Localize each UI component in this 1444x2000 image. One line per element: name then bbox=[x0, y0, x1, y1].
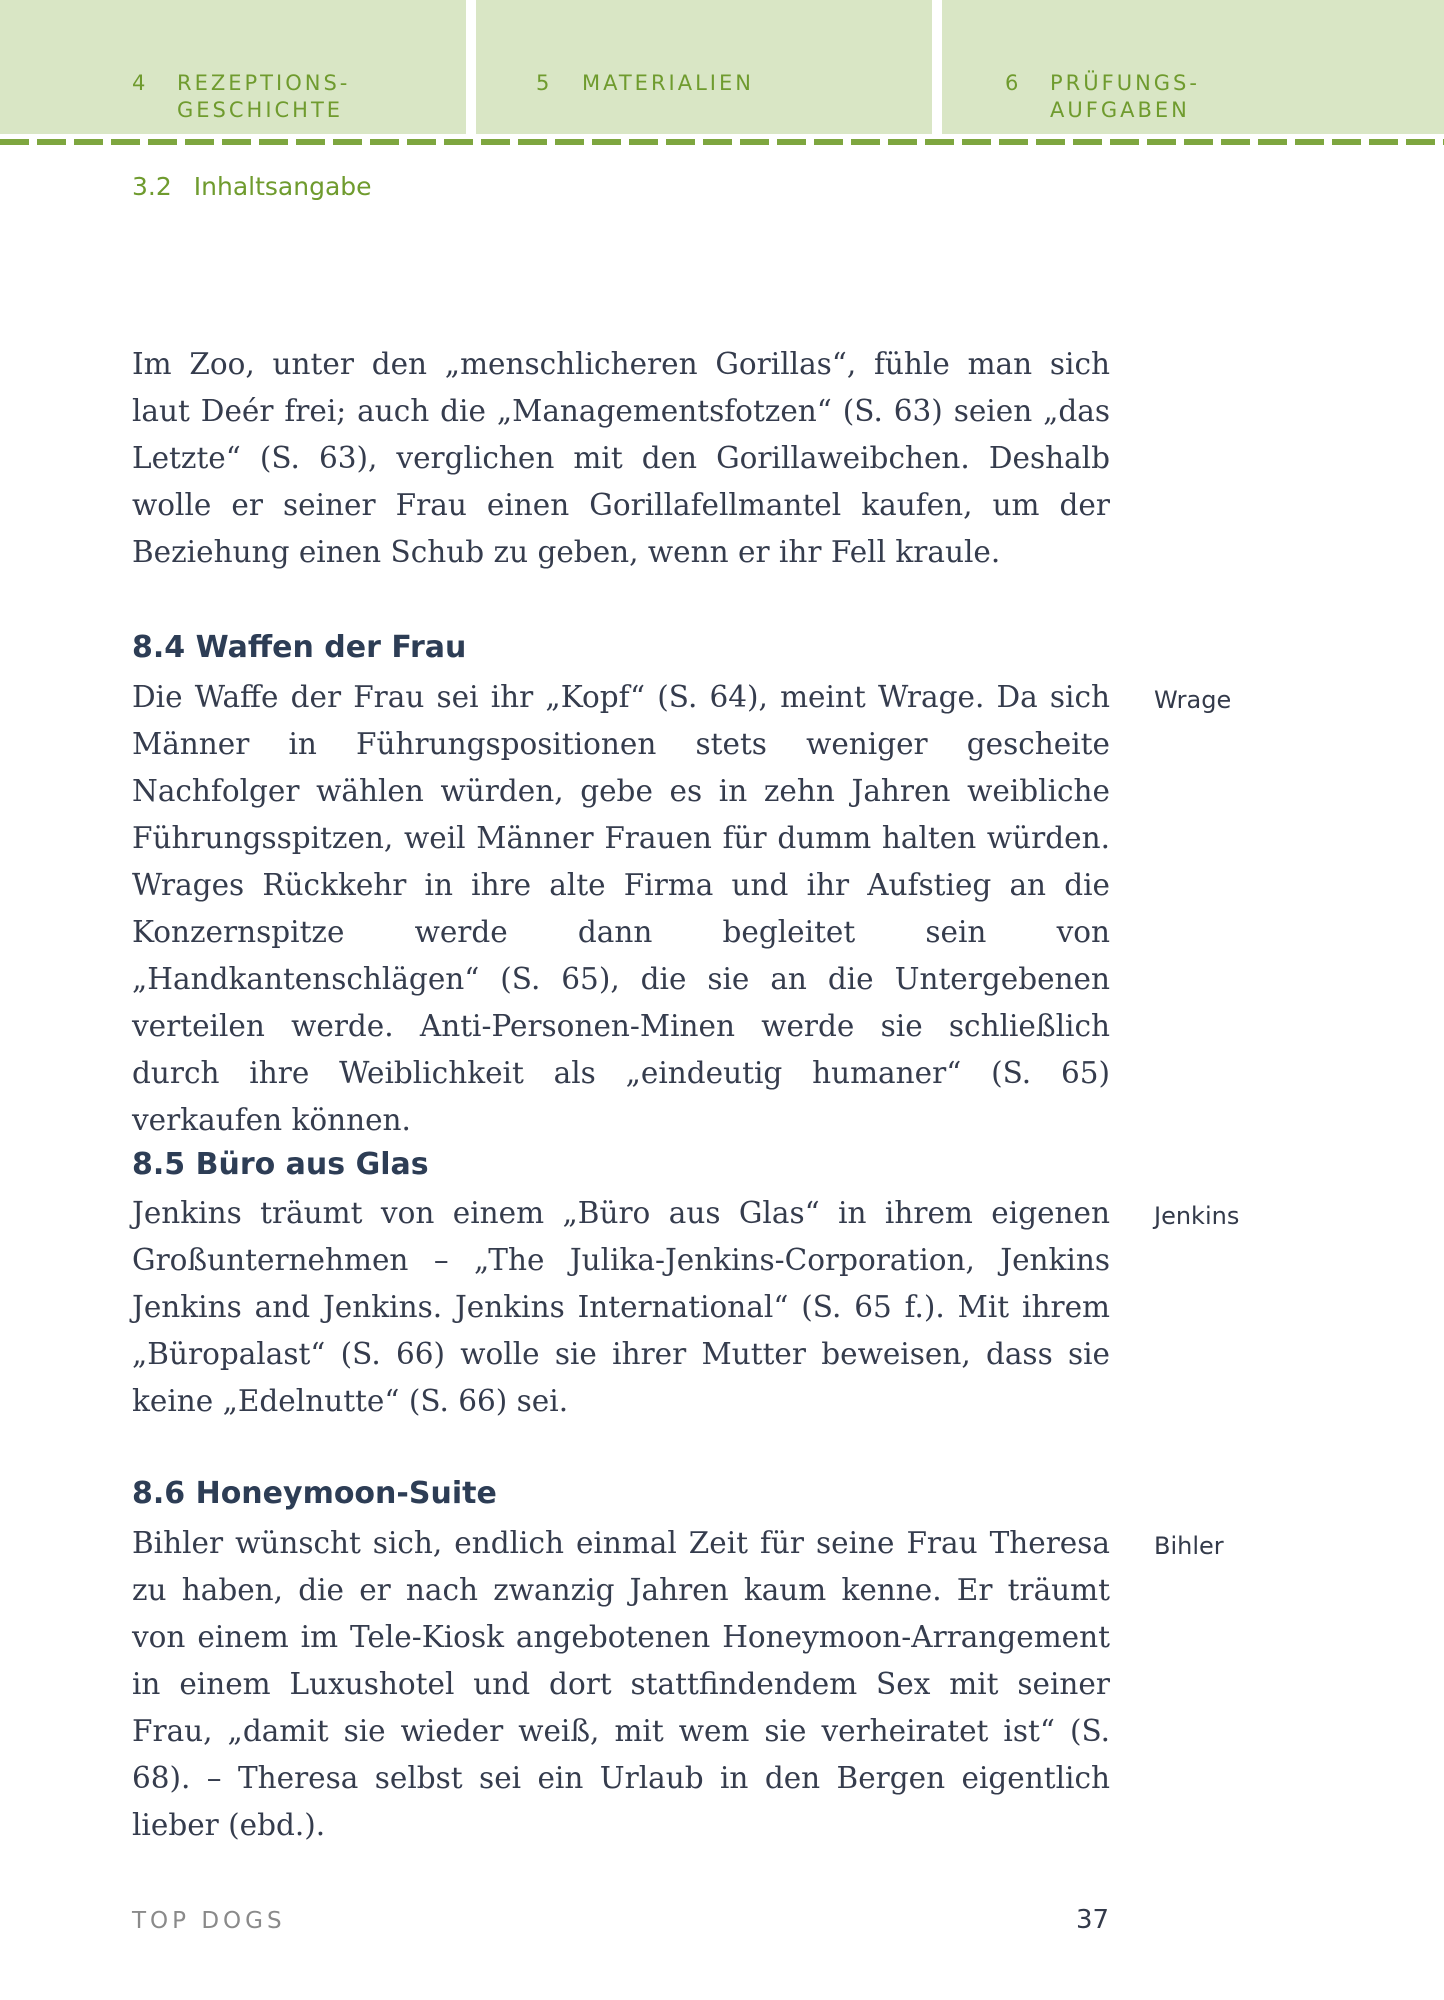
tab-number: 5 bbox=[536, 71, 553, 95]
dashed-divider bbox=[0, 139, 1444, 145]
margin-note-wrage: Wrage bbox=[1154, 686, 1232, 714]
margin-note-bihler: Bihler bbox=[1154, 1532, 1224, 1560]
section-text-8-4: Die Waffe der Frau sei ihr „Kopf“ (S. 64), meint Wrage. Da sich Männer in Führungspositionen stets weniger gescheite Nachfolger wählen würden, gebe es in zehn Jahren weibliche Führungsspitzen, weil Männer Frauen für dumm halten würden. Wrages Rückkehr in ihre alte Firma und ihr Aufstieg an die Konzernspitze werde dann begleitet sein von „Handkantenschlägen“ (S. 65), die sie an die Untergebenen verteilen werde. Anti-Personen-Minen werde sie schließlich durch ihre Weiblichkeit als „eindeutig humaner“ (S. 65) verkaufen können. bbox=[132, 680, 1110, 1137]
section-heading-8-5: 8.5 Büro aus Glas bbox=[132, 1147, 429, 1182]
footer-book-title: TOP DOGS bbox=[132, 1908, 286, 1934]
tab-number: 6 bbox=[1005, 71, 1022, 95]
breadcrumb-label: Inhaltsangabe bbox=[193, 172, 372, 201]
tab-number: 4 bbox=[132, 71, 149, 95]
margin-note-jenkins: Jenkins bbox=[1154, 1202, 1240, 1230]
chapter-tabs bbox=[0, 0, 1444, 134]
section-text-8-6: Bihler wünscht sich, endlich einmal Zeit für seine Frau Theresa zu haben, die er nach zwanzig Jahren kaum kenne. Er träumt von einem im Tele-Kiosk angebotenen Honeymoon-Arrangement in einem Luxushotel und dort stattfindendem Sex mit seiner Frau, „damit sie wieder weiß, mit wem sie verheiratet ist“ (S. 68). – Theresa selbst sei ein Urlaub in den Bergen eigentlich lieber (ebd.). bbox=[132, 1526, 1110, 1842]
tab-label: REZEPTIONS- GESCHICHTE bbox=[177, 71, 351, 122]
page-number: 37 bbox=[1076, 1905, 1110, 1935]
tab-pruefungsaufgaben[interactable] bbox=[942, 0, 1444, 134]
breadcrumb bbox=[132, 172, 372, 201]
tab-materialien[interactable] bbox=[476, 0, 932, 134]
breadcrumb-number: 3.2 bbox=[132, 172, 172, 201]
tab-rezeptionsgeschichte[interactable] bbox=[0, 0, 466, 134]
tab-label: MATERIALIEN bbox=[582, 71, 754, 95]
tab-label: PRÜFUNGS- AUFGABEN bbox=[1050, 71, 1200, 122]
intro-paragraph: Im Zoo, unter den „menschlicheren Gorillas“, fühle man sich laut Deér frei; auch die „Managementsfotzen“ (S. 63) seien „das Letzte“ (S. 63), verglichen mit den Gorillaweibchen. Deshalb wolle er seiner Frau einen Gorillafellmantel kaufen, um der Beziehung einen Schub zu geben, wenn er ihr Fell kraule. bbox=[132, 347, 1110, 569]
section-heading-8-6: 8.6 Honeymoon-Suite bbox=[132, 1476, 497, 1511]
section-text-8-5: Jenkins träumt von einem „Büro aus Glas“ in ihrem eigenen Großunternehmen – „The Julika-Jenkins-Corporation, Jenkins Jenkins and Jenkins. Jenkins International“ (S. 65 f.). Mit ihrem „Büropalast“ (S. 66) wolle sie ihrer Mutter beweisen, dass sie keine „Edelnutte“ (S. 66) sei. bbox=[132, 1196, 1110, 1418]
section-heading-8-4: 8.4 Waffen der Frau bbox=[132, 630, 467, 665]
